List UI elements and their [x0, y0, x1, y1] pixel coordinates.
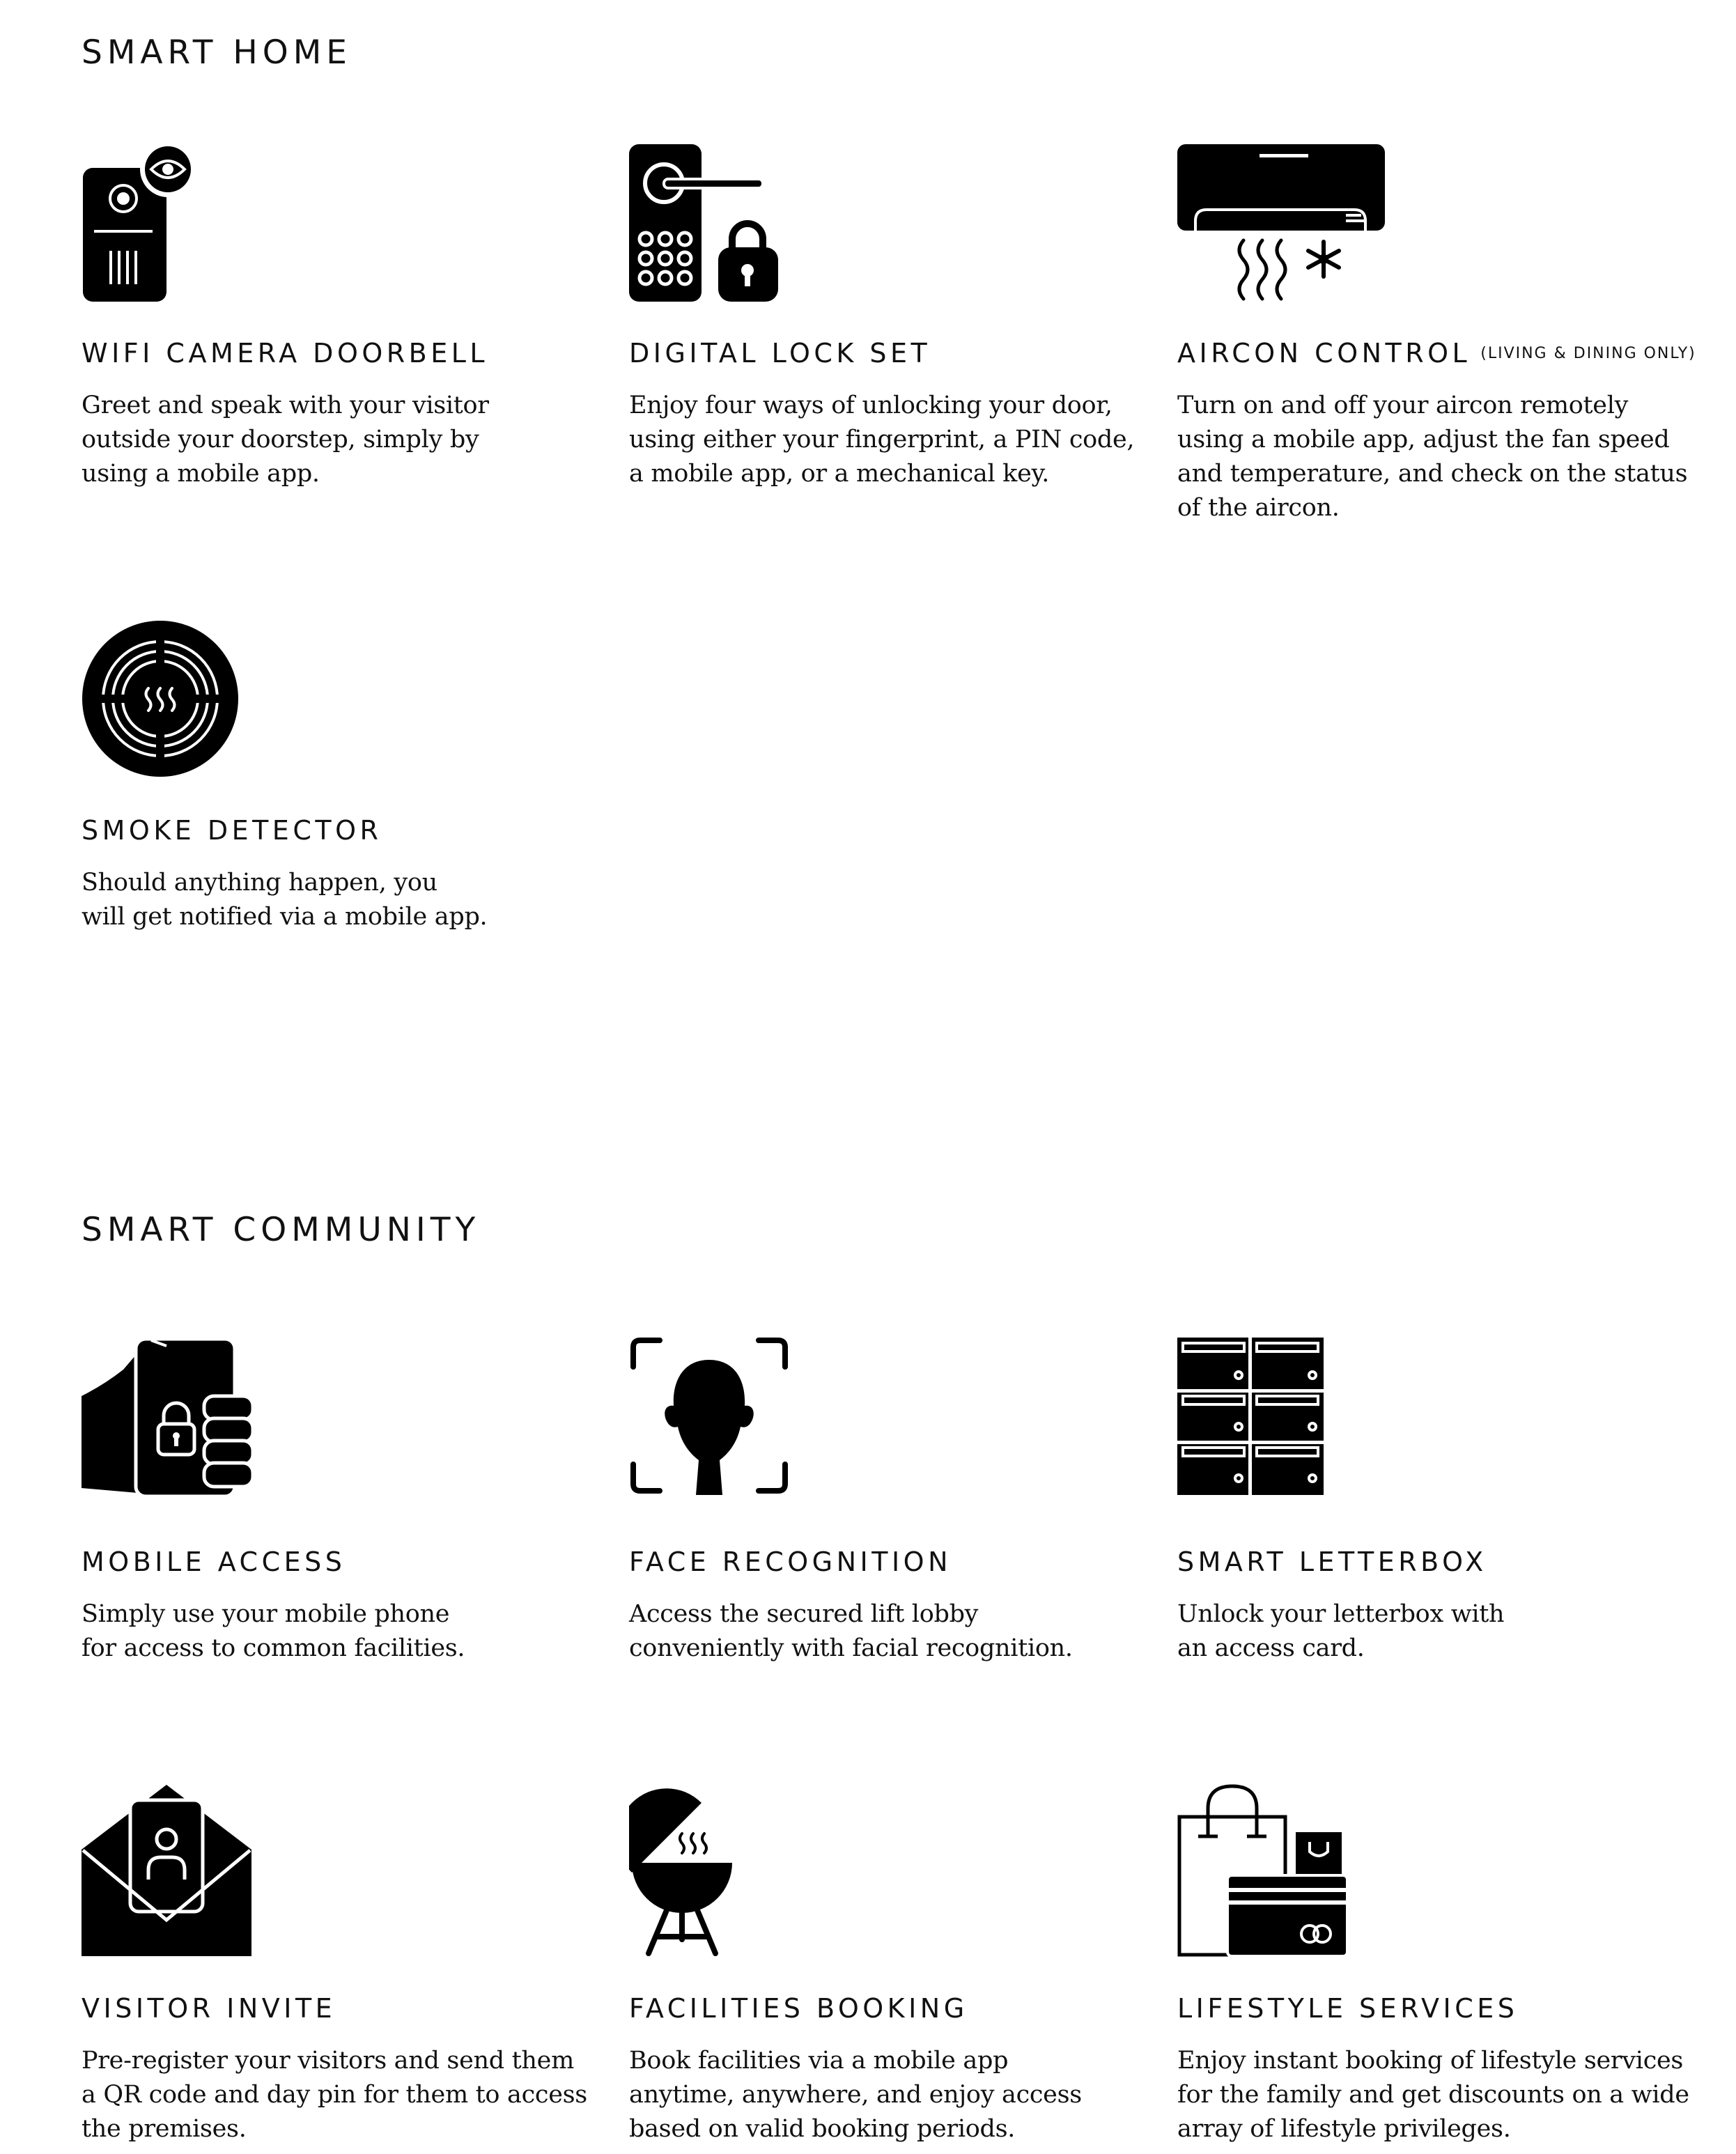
aircon-icon: [1177, 143, 1386, 303]
feature-title: FACE RECOGNITION: [629, 1547, 952, 1577]
feature-description: Should anything happen, you will get notified via a mobile app.: [82, 869, 488, 931]
feature-title: LIFESTYLE SERVICES: [1177, 1993, 1519, 2024]
feature-note: (LIVING & DINING ONLY): [1480, 345, 1696, 362]
feature-title: SMART LETTERBOX: [1177, 1547, 1487, 1577]
face-recognition-icon: [629, 1336, 793, 1498]
feature-title: MOBILE ACCESS: [82, 1547, 346, 1577]
feature-title: AIRCON CONTROL (LIVING & DINING ONLY): [1177, 338, 1696, 369]
feature-title: FACILITIES BOOKING: [629, 1993, 968, 2024]
feature-title: SMOKE DETECTOR: [82, 815, 382, 846]
section-title-smart-home: SMART HOME: [82, 33, 352, 72]
smoke-detector-icon: [82, 620, 242, 780]
visitor-invite-icon: [82, 1783, 253, 1958]
doorbell-camera-icon: [82, 143, 200, 303]
letterbox-icon: [1177, 1336, 1325, 1498]
feature-description: Unlock your letterbox with an access card.: [1177, 1600, 1505, 1662]
shopping-bag-card-icon: [1177, 1783, 1349, 1958]
feature-description: Enjoy four ways of unlocking your door, using either your fingerprint, a PIN code, a mobile app, or a mechanical key.: [629, 392, 1135, 488]
feature-title: VISITOR INVITE: [82, 1993, 336, 2024]
feature-description: Simply use your mobile phone for access to common facilities.: [82, 1600, 465, 1662]
feature-description: Access the secured lift lobby conveniently with facial recognition.: [629, 1600, 1073, 1662]
digital-lock-icon: [629, 143, 796, 304]
feature-title: DIGITAL LOCK SET: [629, 338, 931, 369]
feature-description: Greet and speak with your visitor outside your doorstep, simply by using a mobile app.: [82, 392, 489, 488]
feature-description: Turn on and off your aircon remotely using a mobile app, adjust the fan speed and temperature, and check on the status of the aircon.: [1177, 392, 1688, 522]
feature-title: WIFI CAMERA DOORBELL: [82, 338, 489, 369]
bbq-grill-icon: [629, 1783, 741, 1958]
feature-description: Pre-register your visitors and send them a QR code and day pin for them to access the premises.: [82, 2047, 587, 2143]
section-title-smart-community: SMART COMMUNITY: [82, 1211, 481, 1249]
mobile-access-icon: [82, 1336, 256, 1498]
feature-description: Book facilities via a mobile app anytime, anywhere, and enjoy access based on valid booking periods.: [629, 2047, 1082, 2143]
feature-description: Enjoy instant booking of lifestyle services for the family and get discounts on a wide array of lifestyle privileges.: [1177, 2047, 1689, 2143]
